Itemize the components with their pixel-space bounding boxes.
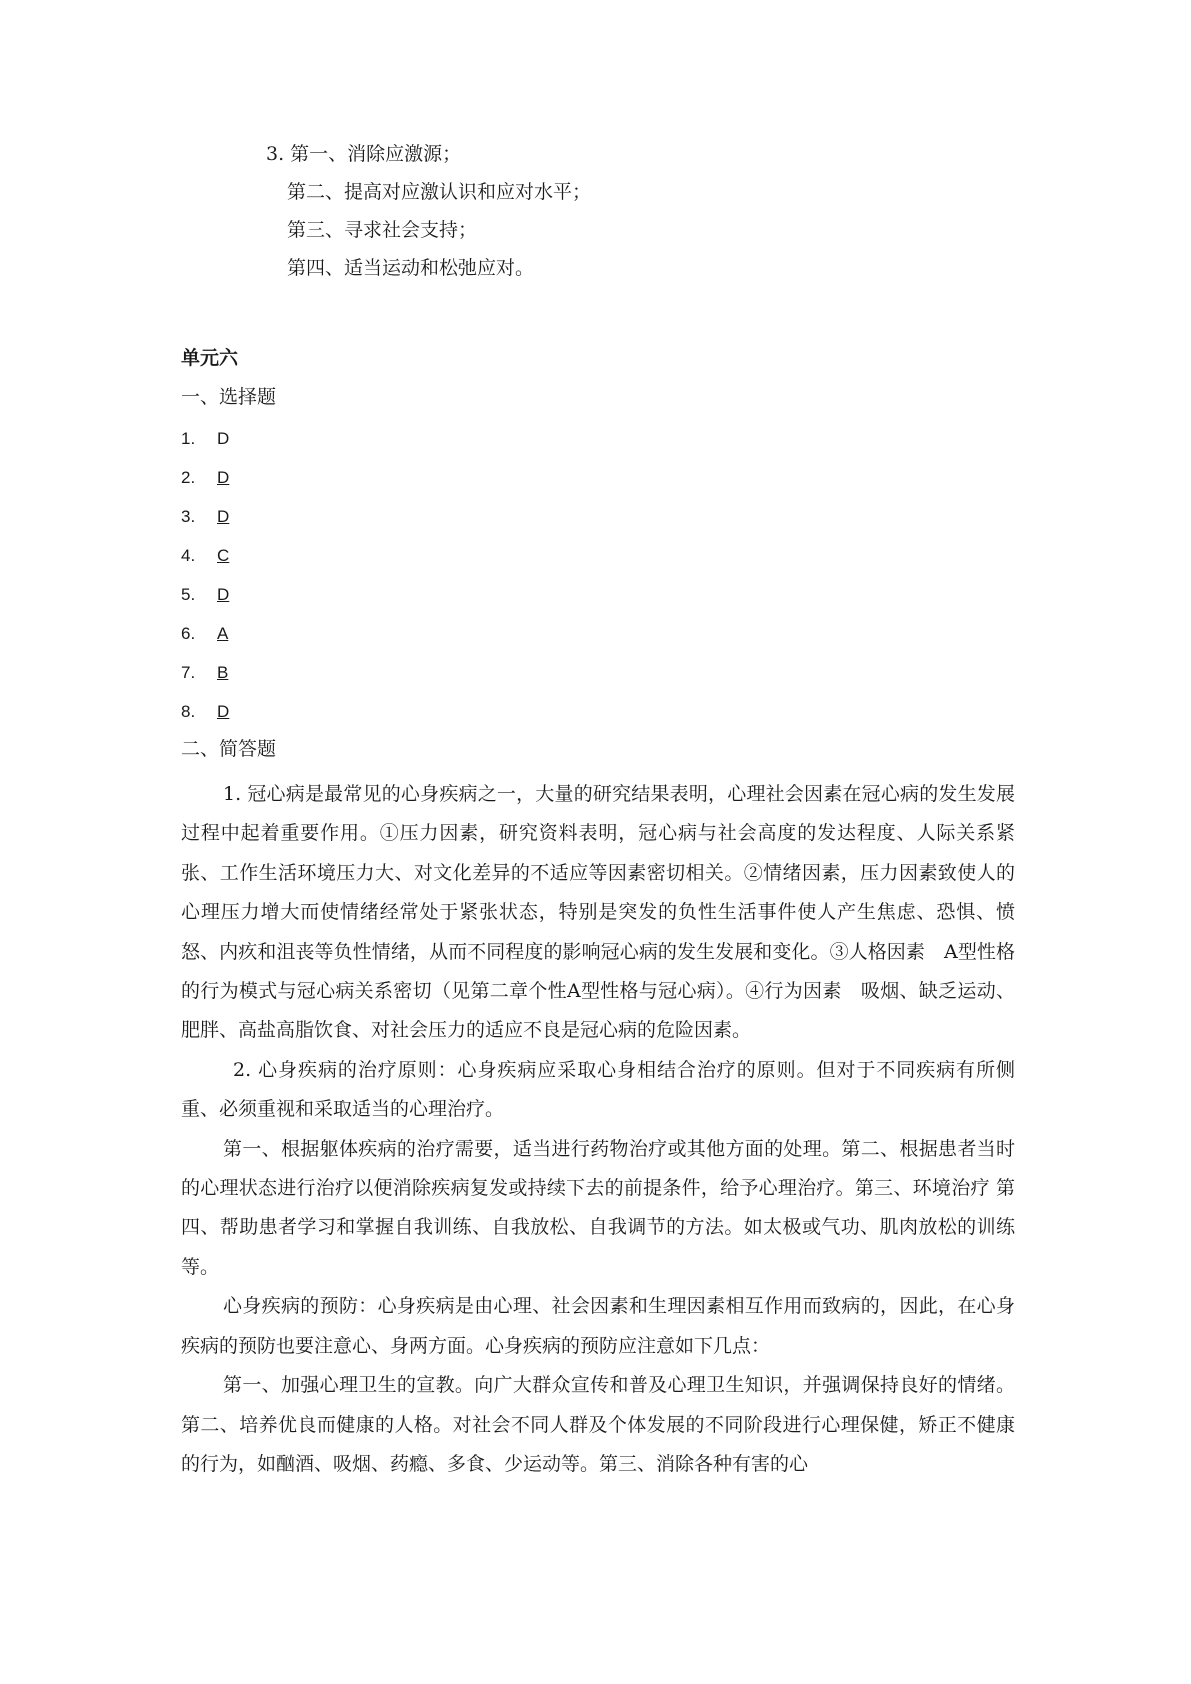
- answer-item-5: [181, 581, 229, 607]
- answer-number: 3.: [181, 507, 196, 526]
- answer-letter: D: [217, 702, 230, 721]
- list-item-3-first: 3. 第一、消除应激源；: [266, 143, 462, 165]
- section-title-choice: 一、选择题: [181, 386, 277, 408]
- answer-item-3: [181, 503, 229, 529]
- answer-number: 7.: [181, 663, 196, 682]
- answer-number: 8.: [181, 702, 196, 721]
- short-answer-body: [181, 775, 1015, 1484]
- answer-letter: D: [217, 585, 230, 604]
- answer-letter: D: [217, 429, 230, 448]
- answer-letter: D: [217, 468, 230, 487]
- answer-number: 4.: [181, 546, 196, 565]
- list-item-3-third: 第三、寻求社会支持；: [287, 219, 478, 241]
- answer-paragraph-q1: 1. 冠心病是最常见的心身疾病之一，大量的研究结果表明，心理社会因素在冠心病的发生发展过程中起着重要作用。①压力因素，研究资料表明，冠心病与社会高度的发达程度、人际关系紧张、工作生活环境压力大、对文化差异的不适应等因素密切相关。②情绪因素，压力因素致使人的心理压力增大而使情绪经常处于紧张状态，特别是突发的负性生活事件使人产生焦虑、恐惧、愤怒、内疚和沮丧等负性情绪，从而不同程度的影响冠心病的发生发展和变化。③人格因素 A型性格的行为模式与冠心病关系密切（见第二章个性A型性格与冠心病）。④行为因素 吸烟、缺乏运动、肥胖、高盐高脂饮食、对社会压力的适应不良是冠心病的危险因素。: [181, 783, 1015, 1042]
- answer-letter: A: [217, 624, 229, 643]
- answer-number: 1.: [181, 429, 196, 448]
- answer-item-4: [181, 542, 229, 568]
- answer-item-6: [181, 620, 228, 646]
- section-title-short-answer: 二、简答题: [181, 738, 277, 760]
- answer-paragraph-prevention-intro: 心身疾病的预防：心身疾病是由心理、社会因素和生理因素相互作用而致病的，因此，在心身疾病的预防也要注意心、身两方面。心身疾病的预防应注意如下几点：: [181, 1295, 1015, 1357]
- answer-letter: C: [217, 546, 230, 565]
- list-item-3-second: 第二、提高对应激认识和应对水平；: [287, 181, 592, 203]
- answer-letter: D: [217, 507, 230, 526]
- answer-paragraph-prevention-steps: 第一、加强心理卫生的宣教。向广大群众宣传和普及心理卫生知识，并强调保持良好的情绪。 第二、培养优良而健康的人格。对社会不同人群及个体发展的不同阶段进行心理保健，矫正不健康的行为，如酗酒、吸烟、药瘾、多食、少运动等。第三、消除各种有害的心: [181, 1374, 1015, 1475]
- answer-paragraph-q2-intro: 2. 心身疾病的治疗原则：心身疾病应采取心身相结合治疗的原则。但对于不同疾病有所侧重、必须重视和采取适当的心理治疗。: [181, 1058, 1015, 1121]
- answer-item-8: [181, 698, 229, 724]
- answer-item-7: [181, 659, 228, 685]
- list-item-3-fourth: 第四、适当运动和松弛应对。: [287, 257, 535, 279]
- answer-item-1: [181, 425, 229, 451]
- answer-letter: B: [217, 663, 229, 682]
- answer-item-2: [181, 464, 229, 490]
- answer-number: 2.: [181, 468, 196, 487]
- answer-number: 5.: [181, 585, 196, 604]
- answer-paragraph-q2-steps: 第一、根据躯体疾病的治疗需要，适当进行药物治疗或其他方面的处理。第二、根据患者当时的心理状态进行治疗以便消除疾病复发或持续下去的前提条件，给予心理治疗。第三、环境治疗 第四、帮助患者学习和掌握自我训练、自我放松、自我调节的方法。如太极或气功、肌肉放松的训练等。: [181, 1137, 1015, 1278]
- answer-number: 6.: [181, 624, 196, 643]
- unit-title: 单元六: [181, 347, 239, 369]
